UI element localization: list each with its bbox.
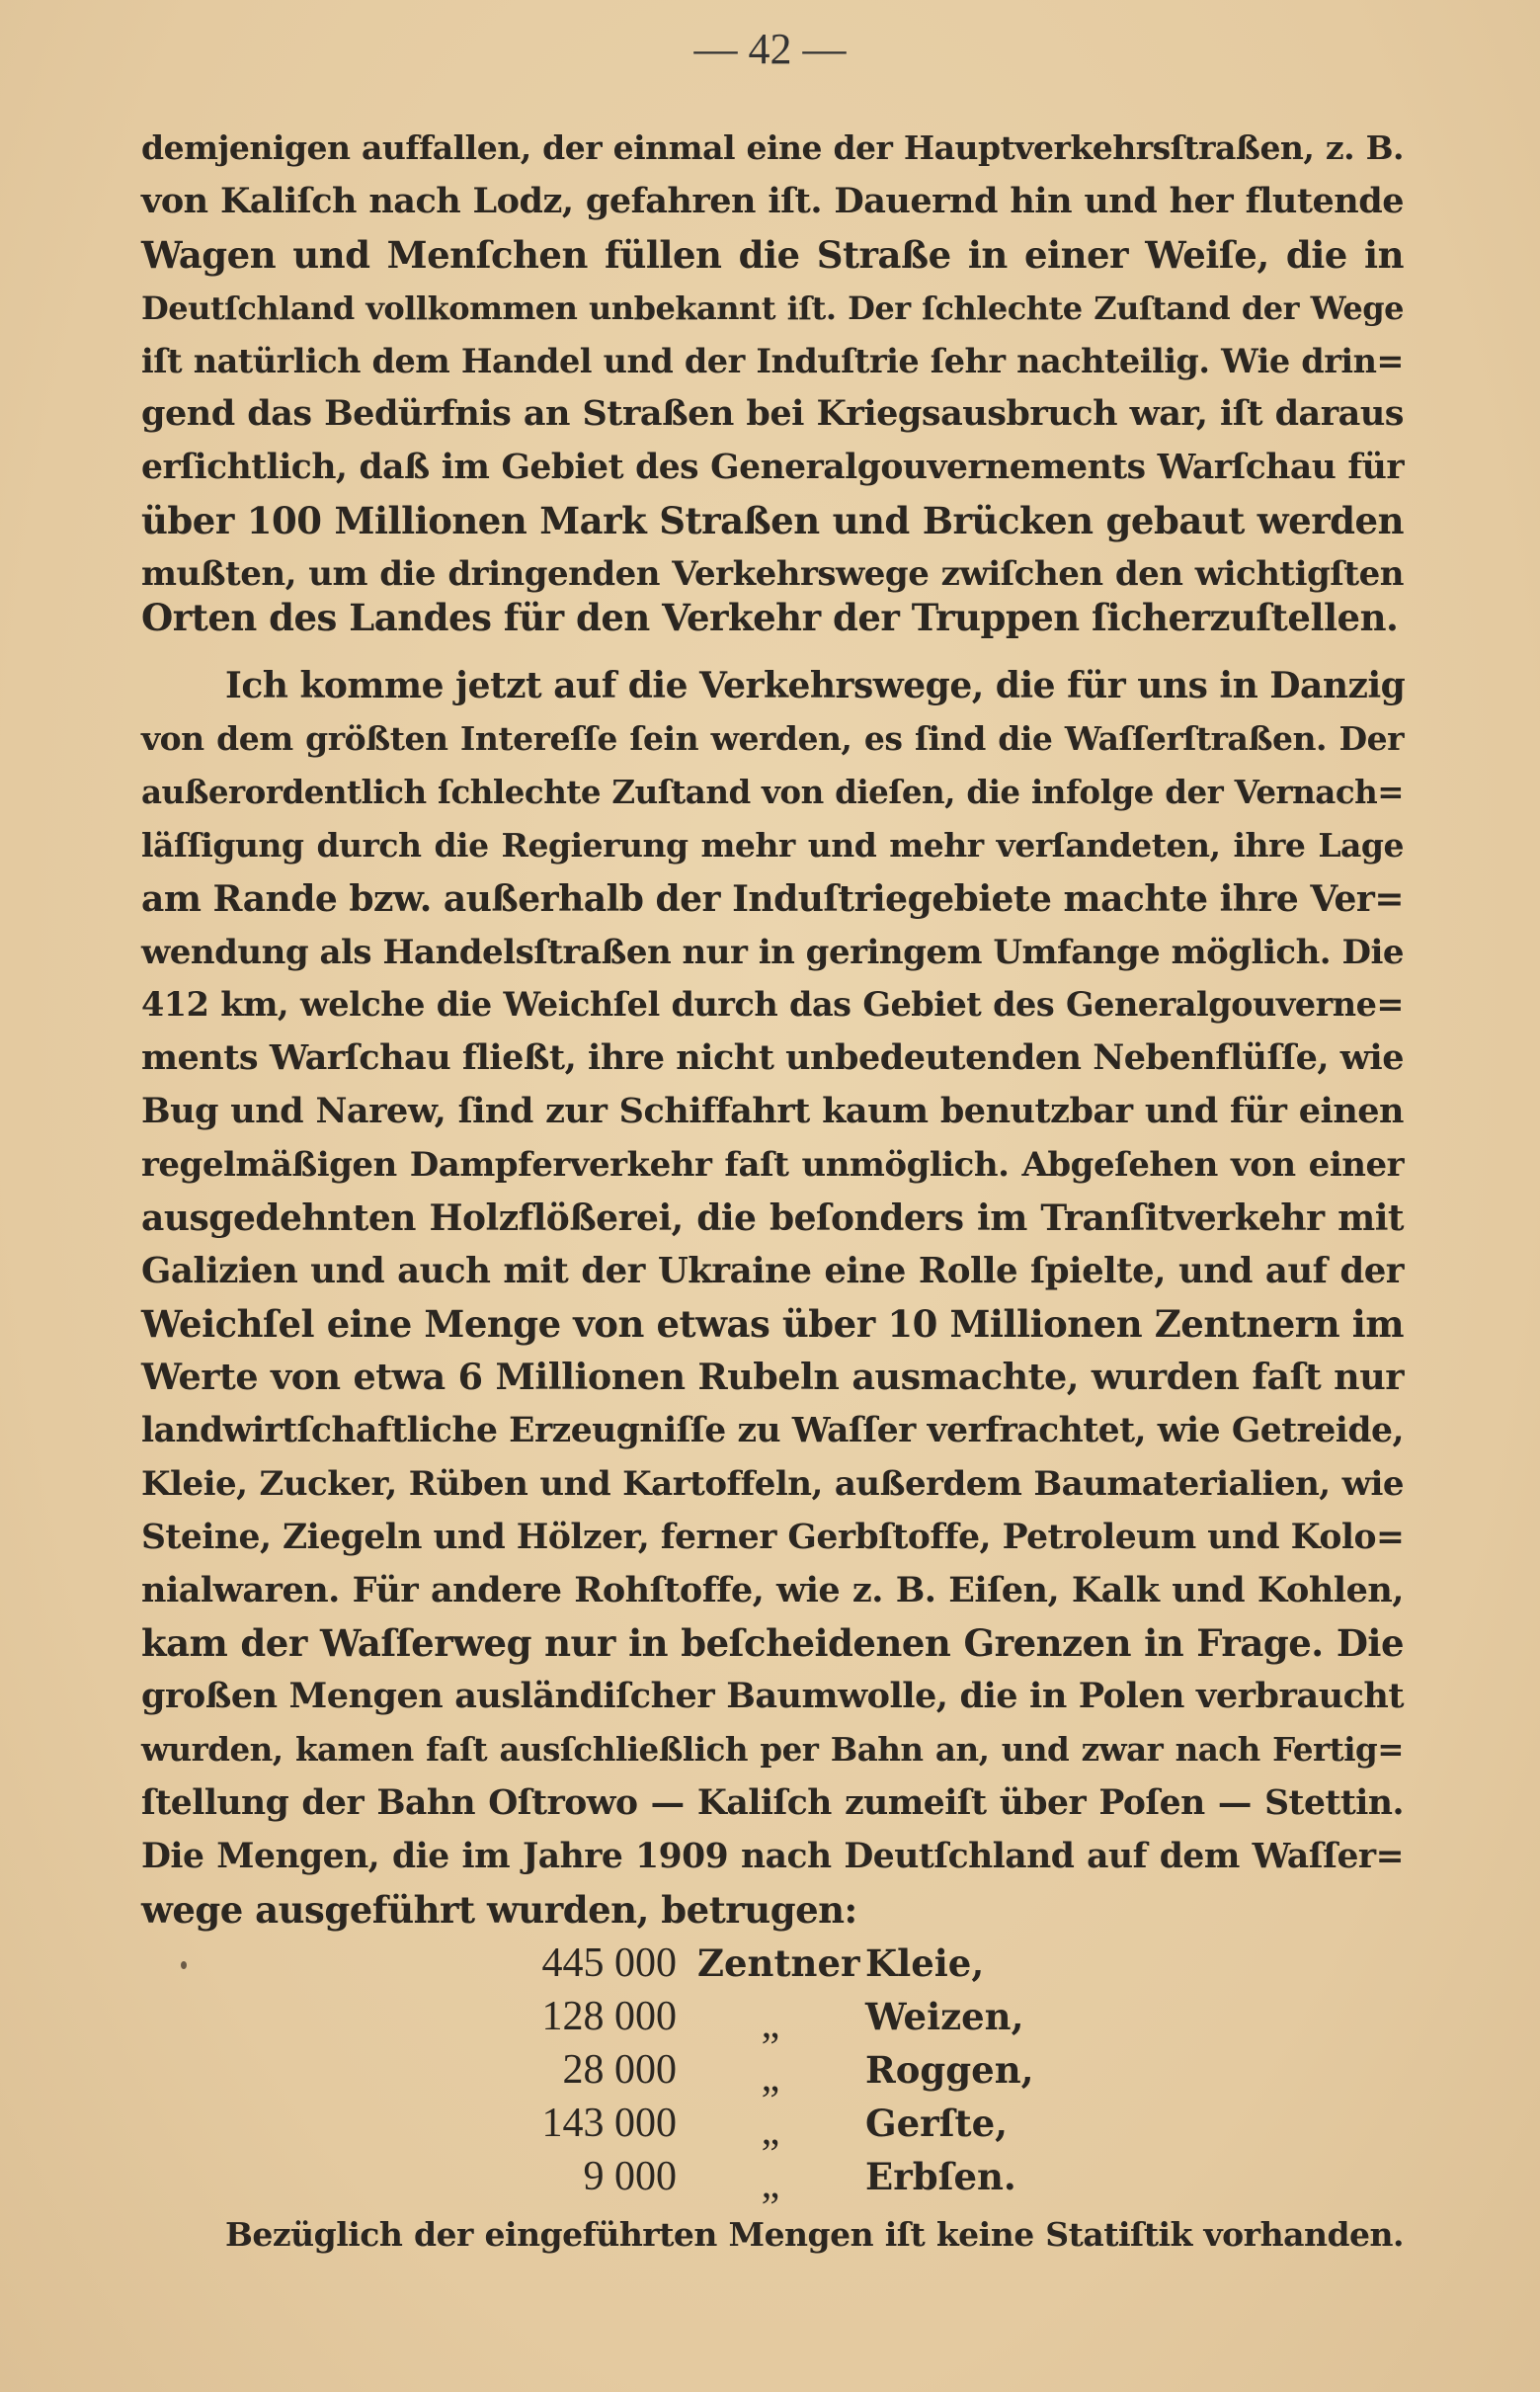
quantity: 445 000 [541,1940,677,1986]
text-line: kam der Waſſerweg nur in beſcheidenen Grenzen in Frage. Die [141,1621,1404,1665]
goods: Gerſte, [865,2102,1009,2145]
text-line: von dem größten Intereſſe ſein werden, es ſind die Waſſerſtraßen. Der [141,719,1404,758]
text-line: von Kaliſch nach Lodz, gefahren iſt. Dauernd hin und her flutende [141,181,1404,221]
ditto-mark: „ [761,2055,780,2101]
text-line: Galizien und auch mit der Ukraine eine Rolle ſpielte, und auf der [141,1251,1404,1291]
text-line: Werte von etwa 6 Millionen Rubeln ausmachte, wurden faſt nur [141,1356,1404,1398]
text-line: regelmäßigen Dampferverkehr faſt unmöglich. Abgeſehen von einer [141,1145,1404,1185]
text-line: am Rande bzw. außerhalb der Induſtriegebiete machte ihre Ver= [141,878,1404,920]
text-line: nialwaren. Für andere Rohſtoffe, wie z. B. Eiſen, Kalk und Kohlen, [141,1570,1404,1610]
text-line: gend das Bedürfnis an Straßen bei Kriegsausbruch war, iſt daraus [141,393,1404,434]
ditto-mark: „ [761,2002,780,2047]
text-line: Deutſchland vollkommen unbekannt iſt. Der ſchlechte Zuſtand der Wege [141,289,1404,327]
ditto-mark: „ [761,2108,780,2154]
text-line: Steine, Ziegeln und Hölzer, ferner Gerbſtoffe, Petroleum und Kolo= [141,1518,1405,1557]
goods: Kleie, [865,1941,985,1985]
text-line: Bug und Narew, ſind zur Schiffahrt kaum benutzbar und für einen [141,1091,1404,1131]
text-line: wurden, kamen faſt ausſchließlich per Bahn an, und zwar nach Fertig= [141,1730,1404,1769]
quantity: 143 000 [541,2101,677,2146]
text-line: großen Mengen ausländiſcher Baumwolle, die in Polen verbraucht [141,1676,1404,1716]
text-line: ſtellung der Bahn Oſtrowo — Kaliſch zumeiſt über Poſen — Stettin. [141,1783,1404,1823]
text-line: Wagen und Menſchen füllen die Straße in einer Weiſe, die in [141,233,1404,277]
text-line: Weichſel eine Menge von etwas über 10 Millionen Zentnern im [141,1302,1404,1346]
text-line: läſſigung durch die Regierung mehr und mehr verſandeten, ihre Lage [141,826,1404,865]
paper-speck [181,1961,187,1969]
goods: Erbſen. [865,2155,1016,2198]
ditto-mark: „ [761,2162,780,2207]
text-line: iſt natürlich dem Handel und der Induſtrie ſehr nachteilig. Wie drin= [141,342,1404,380]
text-line: landwirtſchaftliche Erzeugniſſe zu Waſſer verfrachtet, wie Getreide, [141,1411,1404,1450]
page-number: — 42 — [693,25,847,73]
text-line: Kleie, Zucker, Rüben und Kartoffeln, außerdem Baumaterialien, wie [141,1464,1404,1504]
text-line: Die Mengen, die im Jahre 1909 nach Deutſchland auf dem Waſſer= [141,1837,1404,1876]
text-line: Orten des Landes für den Verkehr der Truppen ſicherzuſtellen. [141,596,1399,639]
goods: Weizen, [865,1995,1024,2038]
text-line: über 100 Millionen Mark Straßen und Brücken gebaut werden [141,499,1404,542]
quantity: 28 000 [562,2047,677,2093]
unit: Zentner [697,1941,860,1985]
text-line: 412 km, welche die Weichſel durch das Gebiet des Generalgouverne= [141,985,1404,1024]
text-line: erſichtlich, daß im Gebiet des Generalgouvernements Warſchau für [141,448,1404,487]
text-line: mußten, um die dringenden Verkehrswege zwiſchen den wichtigſten [141,554,1404,594]
closing-line: Bezüglich der eingeführten Mengen iſt keine Statiſtik vorhanden. [225,2215,1404,2254]
text-line: wendung als Handelsſtraßen nur in geringem Umfange möglich. Die [141,933,1404,972]
quantity: 128 000 [541,1994,677,2039]
quantity: 9 000 [583,2154,677,2199]
text-line: ments Warſchau fließt, ihre nicht unbedeutenden Nebenflüſſe, wie [141,1037,1404,1078]
text-line: außerordentlich ſchlechte Zuſtand von dieſen, die infolge der Vernach= [141,773,1404,811]
text-line: Ich komme jetzt auf die Verkehrswege, die für uns in Danzig [225,665,1406,706]
goods: Roggen, [865,2048,1034,2092]
text-line: demjenigen auffallen, der einmal eine der Hauptverkehrsſtraßen, z. B. [141,128,1404,167]
text-line: ausgedehnten Holzflößerei, die beſonders im Tranſitverkehr mit [141,1197,1404,1239]
text-line: wege ausgeführt wurden, betrugen: [141,1888,857,1932]
